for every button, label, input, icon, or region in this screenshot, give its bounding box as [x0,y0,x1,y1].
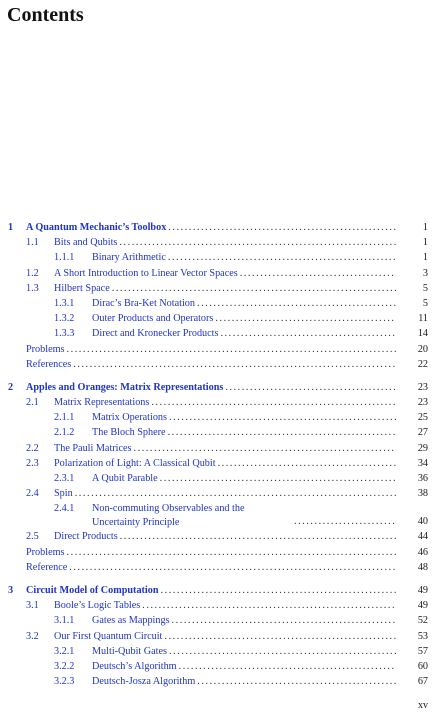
toc-entry-title[interactable]: Spin [54,488,73,500]
dot-leader [73,357,396,372]
toc-entry-page: 38 [417,488,428,500]
toc-entry-title[interactable]: Problems [26,343,65,355]
toc-entry-title[interactable]: A Qubit Parable [92,473,158,484]
toc-entry[interactable] [8,281,428,296]
toc-entry-number: 3.2.2 [54,660,75,672]
toc-entry[interactable] [8,410,428,425]
toc-entry[interactable] [8,545,428,560]
toc-entry[interactable] [8,311,428,326]
toc-entry-title[interactable]: Non-commuting Observables and the Uncertainty Principle [92,503,245,528]
dot-leader [215,311,396,326]
toc-entry-title[interactable]: The Pauli Matrices [54,442,132,454]
toc-entry-title[interactable]: Reference [26,561,68,573]
toc-entry[interactable] [8,456,428,471]
toc-entry-page: 48 [417,561,428,573]
toc-entry[interactable] [8,425,428,440]
toc-entry-page: 5 [422,297,428,309]
toc-entry-title[interactable]: Dirac’s Bra-Ket Notation [92,297,195,309]
dot-leader [169,644,396,659]
dot-leader [164,629,396,644]
toc-entry-title[interactable]: Matrix Representations [54,397,150,409]
dot-leader [197,674,396,689]
toc-entry-title[interactable]: Circuit Model of Computation [26,584,159,596]
toc-entry-number: 1.2 [26,267,39,279]
toc-entry-page: 49 [417,584,428,596]
toc-entry-number: 2.1.2 [54,427,75,439]
toc-entry[interactable] [8,486,428,501]
toc-entry-number: 3 [8,584,14,596]
toc-entry-title[interactable]: References [26,358,72,370]
toc-entry-page: 44 [417,531,428,543]
toc-entry-title[interactable]: Matrix Operations [92,412,167,424]
toc-entry[interactable] [8,235,428,250]
toc-entry-title[interactable]: Direct Products [54,531,118,543]
toc-chapter-entry[interactable] [8,583,428,598]
toc-entry-page: 5 [422,282,428,294]
toc-entry-page: 22 [417,358,428,370]
dot-leader [240,266,396,281]
toc-entry[interactable] [8,342,428,357]
toc-entry[interactable] [8,629,428,644]
toc-entry-title[interactable]: Gates as Mappings [92,615,170,627]
page-number: xv [418,700,428,711]
dot-leader [75,486,396,501]
toc-entry-number: 3.2.1 [54,645,75,657]
toc-entry[interactable] [8,395,428,410]
page-title: Contents [7,4,84,26]
toc-entry-page: 67 [417,676,428,688]
toc-entry-number: 2.1 [26,397,39,409]
dot-leader [112,281,396,296]
toc-entry-page: 11 [418,313,428,325]
toc-entry-number: 3.2.3 [54,676,75,688]
dot-leader [197,296,396,311]
toc-entry-number: 2.5 [26,531,39,543]
toc-entry-page: 46 [417,546,428,558]
toc-entry[interactable] [8,471,428,486]
toc-entry-page: 57 [417,645,428,657]
toc-chapter-entry[interactable] [8,380,428,395]
toc-entry[interactable] [8,674,428,689]
toc-entry-page: 60 [417,660,428,672]
toc-entry-page: 52 [417,615,428,627]
toc-entry-number: 2.4.1 [54,503,75,515]
toc-entry-number: 1.1 [26,237,39,249]
toc-entry-page: 25 [417,412,428,424]
toc-entry-page: 1 [422,237,428,249]
toc-entry-number: 2.3 [26,457,39,469]
dot-leader [69,560,396,575]
toc-entry-page: 23 [417,397,428,409]
toc-entry-number: 1.3.1 [54,297,75,309]
toc-entry-page: 34 [417,457,428,469]
toc-entry[interactable] [8,250,428,265]
toc-entry-title[interactable]: Hilbert Space [54,282,110,294]
toc-entry-title[interactable]: Our First Quantum Circuit [54,630,163,642]
toc-entry-number: 1.3.3 [54,328,75,340]
toc-entry-number: 3.2 [26,630,39,642]
toc-entry-page: 14 [417,328,428,340]
toc-entry-page: 3 [422,267,428,279]
dot-leader [218,456,396,471]
toc-entry-number: 1.3 [26,282,39,294]
toc-entry[interactable] [8,598,428,613]
dot-leader [151,395,396,410]
toc-entry[interactable] [8,501,428,529]
toc-entry[interactable] [8,659,428,674]
toc-entry-page: 29 [417,442,428,454]
toc-entry-title[interactable]: Boole’s Logic Tables [54,600,141,612]
toc-entry-number: 2.4 [26,488,39,500]
toc-entry-number: 1 [8,222,14,233]
dot-leader [294,514,396,529]
toc-entry-number: 3.1.1 [54,615,75,627]
toc-entry[interactable] [8,644,428,659]
toc-entry-title[interactable]: Deutsch’s Algorithm [92,660,177,672]
toc-entry-page: 20 [417,343,428,355]
toc-entry-number: 2.3.1 [54,473,75,484]
toc-entry-page: 49 [417,600,428,612]
toc-entry-page: 40 [417,516,428,528]
toc-entry-page: 53 [417,630,428,642]
toc-entry-title[interactable]: Direct and Kronecker Products [92,328,219,340]
dot-leader [169,410,396,425]
dot-leader [225,380,396,395]
toc-entry[interactable] [8,357,428,372]
toc-entry[interactable] [8,613,428,628]
dot-leader [134,441,396,456]
toc-entry-page: 1 [422,252,428,264]
toc-entry-number: 1.3.2 [54,313,75,325]
dot-leader [172,613,396,628]
toc-entry-page: 1 [422,222,428,233]
toc-entry-number: 2 [8,381,14,393]
toc-entry-page: 36 [417,473,428,484]
toc-entry-title[interactable]: Outer Products and Operators [92,313,214,325]
dot-leader [168,425,396,440]
toc-entry-title[interactable]: Deutsch-Josza Algorithm [92,676,196,688]
dot-leader [168,220,396,235]
toc-entry-page: 27 [417,427,428,439]
toc-entry-title[interactable]: Binary Arithmetic [92,252,166,264]
dot-leader [67,342,397,357]
toc-chapter-entry[interactable] [8,220,428,235]
dot-leader [179,659,396,674]
dot-leader [160,471,396,486]
toc-entry-title[interactable]: Apples and Oranges: Matrix Representations [26,381,224,393]
dot-leader [120,529,396,544]
dot-leader [168,250,396,265]
toc-entry-number: 3.1 [26,600,39,612]
dot-leader [161,583,396,598]
toc-entry-title[interactable]: The Bloch Sphere [92,427,166,439]
toc-entry-number: 2.1.1 [54,412,75,424]
toc-entry[interactable] [8,266,428,281]
toc-entry-title[interactable]: Polarization of Light: A Classical Qubit [54,457,216,469]
dot-leader [119,235,396,250]
toc-entry-title[interactable]: Bits and Qubits [54,237,118,249]
toc-entry[interactable] [8,441,428,456]
toc-entry-page: 23 [417,381,428,393]
dot-leader [67,545,397,560]
toc-entry-title[interactable]: A Quantum Mechanic’s Toolbox [26,222,167,233]
dot-leader [220,326,396,341]
toc-entry[interactable] [8,326,428,341]
toc-entry-number: 1.1.1 [54,252,75,264]
toc-entry[interactable] [8,529,428,544]
toc-entry-title[interactable]: Problems [26,546,65,558]
toc-entry-title[interactable]: Multi-Qubit Gates [92,645,167,657]
table-of-contents [8,220,428,689]
toc-entry-number: 2.2 [26,442,39,454]
dot-leader [142,598,396,613]
toc-entry-title[interactable]: A Short Introduction to Linear Vector Spaces [54,267,238,279]
toc-entry[interactable] [8,296,428,311]
toc-entry[interactable] [8,560,428,575]
